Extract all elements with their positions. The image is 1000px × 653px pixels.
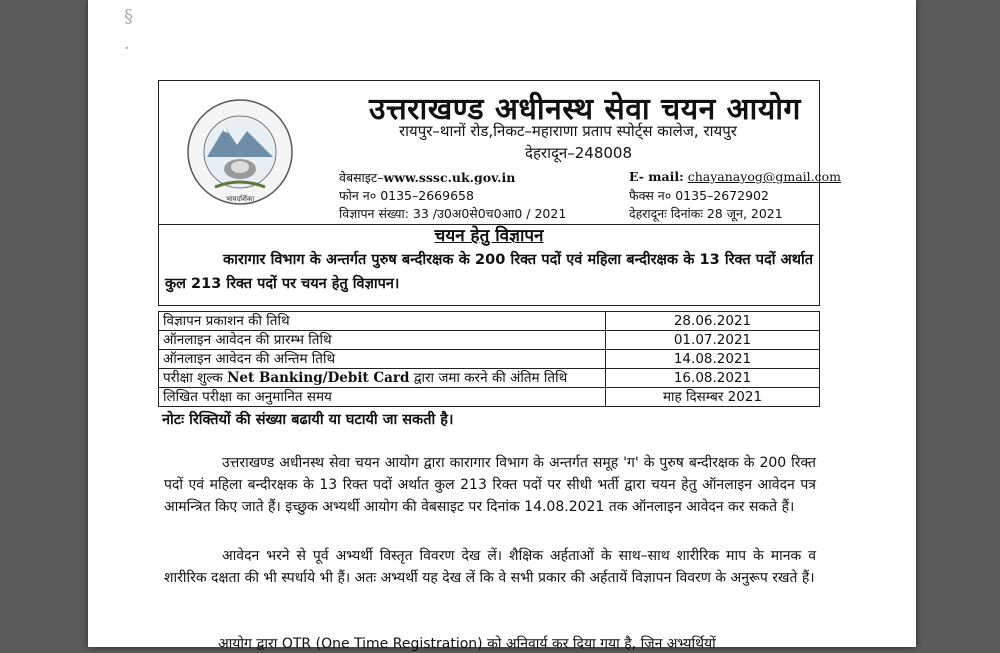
date-label: ऑनलाइन आवेदन की अन्तिम तिथि [159,350,606,369]
scan-mark: · [124,38,130,59]
important-dates-table [158,311,820,407]
body-paragraph-partial: आयोग द्वारा OTR (One Time Registration) को अनिवार्य कर दिया गया है, जिन अभ्यर्थियों [218,636,716,652]
notice-title: चयन हेतु विज्ञापन [434,226,544,246]
scan-mark: § [124,6,133,27]
letterhead [158,80,841,225]
date-value: 01.07.2021 [606,331,820,350]
note-text: नोटः रिक्तियों की संख्या बढायी या घटायी जा सकती है। [162,412,454,428]
advertisement-number: विज्ञापन संख्या: 33 /उ0अ0से0च0आ0 / 2021 [339,206,567,221]
address-line-2: देहरादून–248008 [525,144,633,162]
document-page [88,0,916,652]
date-value: 14.08.2021 [606,350,820,369]
table-row [159,350,820,369]
fax-number: फैक्स न० 0135–2672902 [629,188,769,203]
notice-section [158,224,820,306]
table-row [159,388,820,407]
commission-emblem-icon [185,97,295,207]
website-line [339,169,515,186]
issue-date: देहरादूनः दिनांकः 28 जून, 2021 [629,206,783,221]
website-link[interactable]: www.sssc.uk.gov.in [383,170,516,185]
date-value: 28.06.2021 [606,312,820,331]
email-line [629,169,841,184]
date-value: माह दिसम्बर 2021 [606,388,820,407]
table-row [159,331,820,350]
website-label: वेबसाइट– [339,170,384,185]
body-paragraph: आवेदन भरने से पूर्व अभ्यर्थी विस्तृत विवरण देख लें। शैक्षिक अर्हताओं के साथ–साथ शारीरिक माप के मानक व शारीरिक दक्षता की भी स्पर्धाये भी हैं। अतः अभ्यर्थी यह देख लें कि वे सभी प्रकार की अर्हतायें विज्ञापन विवरण के अनुरूप रखते हैं। [164,548,816,586]
svg-text:भावदर्शिका: भावदर्शिका [225,195,255,203]
date-label: लिखित परीक्षा का अनुमानित समय [159,388,606,407]
address-line-1: रायपुर–थानों रोड,निकट–महाराणा प्रताप स्पोर्ट्स कालेज, रायपुर [399,122,737,140]
table-row [159,312,820,331]
email-label: E- mail: [629,169,684,184]
date-label: ऑनलाइन आवेदन की प्रारम्भ तिथि [159,331,606,350]
date-label: परीक्षा शुल्क Net Banking/Debit Card द्वारा जमा करने की अंतिम तिथि [159,369,606,388]
organization-title: उत्तराखण्ड अधीनस्थ सेवा चयन आयोग [369,92,801,127]
phone-number: फोन न० 0135–2669658 [339,188,474,203]
email-link[interactable]: chayanayog@gmail.com [687,169,841,184]
date-value: 16.08.2021 [606,369,820,388]
notice-text: कारागार विभाग के अन्तर्गत पुरुष बन्दीरक्षक के 200 रिक्त पदों एवं महिला बन्दीरक्षक के 13 रिक्त पदों अर्थात कुल 213 रिक्त पदों पर चयन हेतु विज्ञापन। [165,252,813,292]
date-label: विज्ञापन प्रकाशन की तिथि [159,312,606,331]
body-paragraph: उत्तराखण्ड अधीनस्थ सेवा चयन आयोग द्वारा कारागार विभाग के अन्तर्गत समूह 'ग' के पुरुष बन्दीरक्षक के 200 रिक्त पदों एवं महिला बन्दीरक्षक के 13 रिक्त पदों अर्थात कुल 213 रिक्त पदों पर सीधी भर्ती द्वारा चयन हेतु ऑनलाइन आवेदन पत्र आमन्त्रित किए जाते हैं। इच्छुक अभ्यर्थी आयोग की वेबसाइट पर दिनांक 14.08.2021 तक ऑनलाइन आवेदन कर सकते हैं। [164,455,816,515]
table-row [159,369,820,388]
